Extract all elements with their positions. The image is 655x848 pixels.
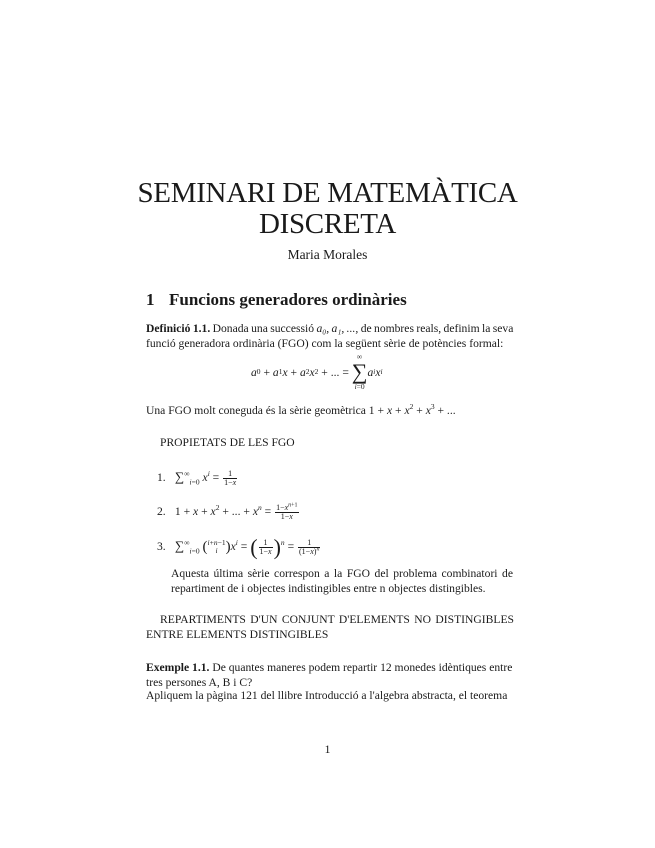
geometric-series-formula: $1 + x + x^2 + x^3$ + ... [368,402,456,417]
section-number: 1 [146,290,155,309]
property-item-2 [157,504,300,521]
title-line-1: SEMINARI DE MATEMÀTICA [137,177,518,209]
last-line: Apliquem la pàgina 121 del llibre Introducció a l'algebra abstracta, el teorema [146,689,508,702]
definition-line-2: funció generadora ordinària (FGO) com la següent sèrie de potències formal: [146,337,504,350]
definition-label: Definició 1.1. [146,322,211,335]
subheading-repartiments: REPARTIMENTS D'UN CONJUNT D'ELEMENTS NO DISTINGIBLES ENTRE ELEMENTS DISTINGIBLES [146,613,514,641]
property-item-1 [157,469,238,487]
geometric-text: Una FGO molt coneguda és la sèrie geomètrica [146,404,366,417]
subheading-properties: PROPIETATS DE LES FGO [160,436,295,449]
page-number: 1 [324,742,331,756]
definition-paragraph [146,321,514,351]
section-heading [146,290,407,310]
property-1-formula: $\sum^\infty_{i=0}$ $x^i$ = $\frac{1}{1-x}$ [174,468,237,487]
property-item-3 [157,534,321,560]
example-label: Exemple 1.1. [146,661,210,674]
property-number-3: 3. [157,540,166,553]
definition-sequence: a₀, a₁, ..., [316,322,359,335]
definition-text-1: Donada una successió [212,322,315,335]
definition-text-2: de nombres reals, definim la seva [360,322,514,335]
property-2-formula: $1 + x + x^2$ + ... + $x^n$ = $\frac{1-x^{n+1}}{1-x}$ [174,502,298,521]
example-paragraph [146,660,514,690]
property-number-1: 1. [157,471,166,484]
property-note: Aquesta última sèrie correspon a la FGO del problema combinatori de repartiment de i objectes indistingibles entre n objectes distingibles. [171,567,513,595]
example-text: De quantes maneres podem repartir 12 monedes idèntiques entre tres persones A, B i C? [146,661,513,689]
section-title: Funcions generadores ordinàries [169,290,407,309]
title-line-2: DISCRETA [258,208,397,240]
property-3-formula: $\sum^\infty_{i=0}$ ( i+n−1 i )$x^i$ = ( $\frac{1}{1-x}$ )$^n$ = $\frac{1}{(1-x)^n}$ [174,534,320,560]
property-number-2: 2. [157,505,166,519]
author: Maria Morales [287,247,368,262]
fgo-definition-equation: a 0 + a 1 x + a 2 x 2 + ... = ∞ ∑ i=0 a i x i [251,352,383,391]
geometric-series-paragraph [146,403,456,418]
